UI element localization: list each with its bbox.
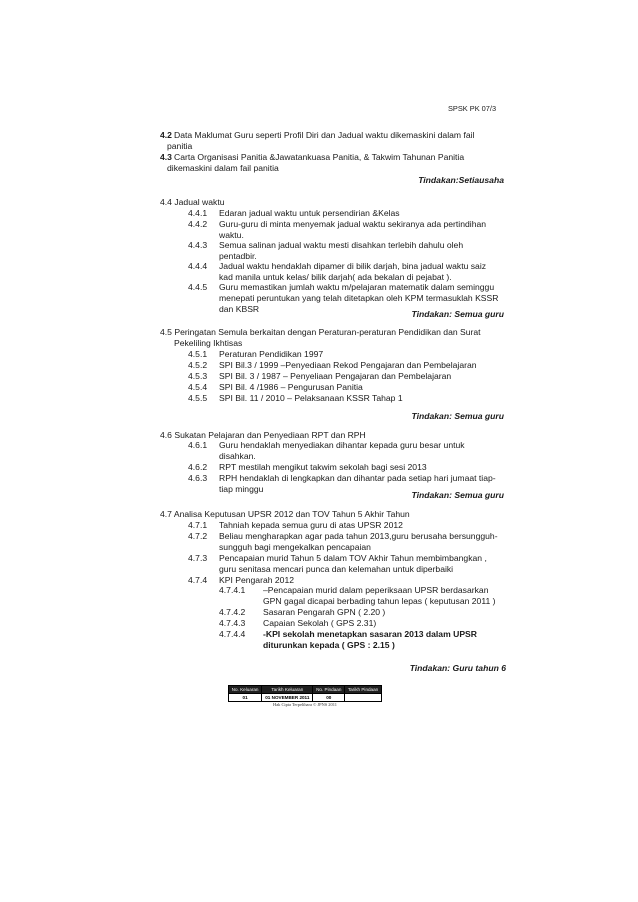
action-label: Tindakan:Setiausaha <box>418 175 504 185</box>
amendment-date-header: Tarikh Pindaan <box>345 686 382 694</box>
item-text: Peraturan Pendidikan 1997 <box>219 349 324 359</box>
section-4-2-line: panitia <box>167 141 193 151</box>
item-number: 4.5.1 <box>188 349 208 359</box>
section-4-2-line: Data Maklumat Guru seperti Profil Diri dan Jadual waktu dikemaskini dalam fail <box>174 130 475 140</box>
issue-number-header: No. Keluaran <box>229 686 262 694</box>
item-text: disahkan. <box>219 451 256 461</box>
item-text: sungguh bagi mengekalkan pencapaian <box>219 542 371 552</box>
item-number: 4.7.3 <box>188 553 208 563</box>
item-text: RPT mestilah mengikut takwim sekolah bagi sesi 2013 <box>219 462 427 472</box>
section-4-5-title: 4.5 Peringatan Semula berkaitan dengan Peraturan-peraturan Pendidikan dan Surat <box>160 327 481 337</box>
item-number: 4.5.5 <box>188 393 208 403</box>
item-number: 4.7.2 <box>188 531 208 541</box>
item-number: 4.4.2 <box>188 219 208 229</box>
subitem-text: Sasaran Pengarah GPN ( 2.20 ) <box>263 607 386 617</box>
subitem-number: 4.7.4.2 <box>219 607 246 617</box>
item-text: RPH hendaklah di lengkapkan dan dihantar pada setiap hari jumaat tiap- <box>219 473 496 483</box>
item-number: 4.5.2 <box>188 360 208 370</box>
item-text: Guru-guru di minta menyemak jadual waktu sekiranya ada pertindihan <box>219 219 487 229</box>
subitem-text: Capaian Sekolah ( GPS 2.31) <box>263 618 377 628</box>
item-number: 4.4.4 <box>188 261 208 271</box>
subitem-text: diturunkan kepada ( GPS : 2.15 ) <box>263 640 395 650</box>
action-label: Tindakan: Guru tahun 6 <box>409 663 506 673</box>
copyright-caption: Hak Cipta Terpelihara © JPNS 2011 <box>273 702 337 707</box>
item-text: Pencapaian murid Tahun 5 dalam TOV Akhir Tahun membimbangkan , <box>219 553 487 563</box>
item-text: Jadual waktu hendaklah dipamer di bilik darjah, bina jadual waktu saiz <box>219 261 487 271</box>
item-text: dan KBSR <box>219 304 260 314</box>
amendment-date-value <box>345 694 382 702</box>
subitem-text: –Pencapaian murid dalam peperiksaan UPSR berdasarkan <box>263 585 489 595</box>
issue-number-value: 01 <box>229 694 262 702</box>
item-text: Edaran jadual waktu untuk persendirian &Kelas <box>219 208 400 218</box>
item-number: 4.4.1 <box>188 208 208 218</box>
item-text: SPI Bil.3 / 1999 –Penyediaan Rekod Pengajaran dan Pembelajaran <box>219 360 477 370</box>
item-number: 4.4.5 <box>188 282 208 292</box>
section-4-6-title: 4.6 Sukatan Pelajaran dan Penyediaan RPT dan RPH <box>160 430 366 440</box>
subitem-number: 4.7.4.1 <box>219 585 246 595</box>
amendment-number-header: No. Pindaan <box>313 686 345 694</box>
item-text: guru senitasa mencari punca dan kelemahan untuk diperbaiki <box>219 564 454 574</box>
amendment-number-value: 00 <box>313 694 345 702</box>
item-text: kad manila untuk kelas/ bilik darjah( ada bekalan di pejabat ). <box>219 272 452 282</box>
action-label: Tindakan: Semua guru <box>411 411 504 421</box>
section-4-4-title: 4.4 Jadual waktu <box>160 197 225 207</box>
item-text: SPI Bil. 4 /1986 – Pengurusan Panitia <box>219 382 363 392</box>
item-text: waktu. <box>219 230 244 240</box>
item-text: pentadbir. <box>219 251 257 261</box>
subitem-text: GPN gagal dicapai berbading tahun lepas ( keputusan 2011 ) <box>263 596 496 606</box>
item-text: Beliau mengharapkan agar pada tahun 2013,guru berusaha bersungguh- <box>219 531 498 541</box>
issue-table <box>228 685 382 702</box>
subitem-text: -KPI sekolah menetapkan sasaran 2013 dalam UPSR <box>263 629 477 639</box>
action-label: Tindakan: Semua guru <box>411 490 504 500</box>
item-text: Tahniah kepada semua guru di atas UPSR 2012 <box>219 520 403 530</box>
item-text: tiap minggu <box>219 484 264 494</box>
item-number: 4.6.1 <box>188 440 208 450</box>
action-label: Tindakan: Semua guru <box>411 309 504 319</box>
item-text: KPI Pengarah 2012 <box>219 575 295 585</box>
item-number: 4.6.3 <box>188 473 208 483</box>
issue-date-value: 01 NOVEMBER 2011 <box>262 694 313 702</box>
item-text: menepati peruntukan yang telah ditetapkan oleh KPM termasuklah KSSR <box>219 293 499 303</box>
item-text: Semua salinan jadual waktu mesti disahkan terlebih dahulu oleh <box>219 240 464 250</box>
item-text: SPI Bil. 11 / 2010 – Pelaksanaan KSSR Tahap 1 <box>219 393 403 403</box>
item-text: SPI Bil. 3 / 1987 – Penyeliaan Pengajaran dan Pembelajaran <box>219 371 452 381</box>
item-number: 4.6.2 <box>188 462 208 472</box>
subitem-number: 4.7.4.4 <box>219 629 246 639</box>
item-number: 4.5.4 <box>188 382 208 392</box>
section-4-7-title: 4.7 Analisa Keputusan UPSR 2012 dan TOV Tahun 5 Akhir Tahun <box>160 509 410 519</box>
item-number: 4.7.1 <box>188 520 208 530</box>
item-number: 4.5.3 <box>188 371 208 381</box>
item-text: Guru memastikan jumlah waktu m/pelajaran matematik dalam seminggu <box>219 282 495 292</box>
section-4-5-title: Pekeliling Ikhtisas <box>174 338 243 348</box>
section-4-3-line: Carta Organisasi Panitia &Jawatankuasa Panitia, & Takwim Tahunan Panitia <box>174 152 465 162</box>
item-number: 4.7.4 <box>188 575 208 585</box>
document-code: SPSK PK 07/3 <box>448 104 497 113</box>
subitem-number: 4.7.4.3 <box>219 618 246 628</box>
section-4-3-number: 4.3 <box>160 152 172 162</box>
section-4-3-line: dikemaskini dalam fail panitia <box>167 163 279 173</box>
issue-date-header: Tarikh Keluaran <box>262 686 313 694</box>
section-4-2-number: 4.2 <box>160 130 172 140</box>
item-number: 4.4.3 <box>188 240 208 250</box>
item-text: Guru hendaklah menyediakan dihantar kepada guru besar untuk <box>219 440 465 450</box>
